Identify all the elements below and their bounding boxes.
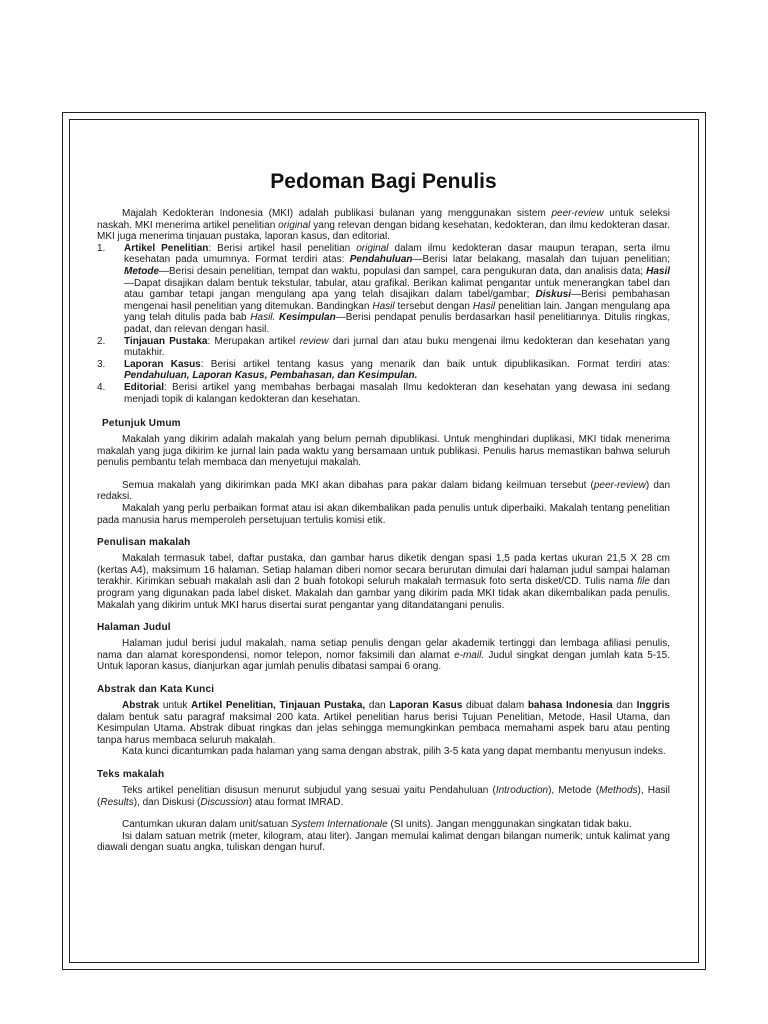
- list-item-tinjauan-pustaka: 2. Tinjauan Pustaka: Merupakan artikel review dari jurnal dan atau buku mengenai ilmu kedokteran dan kesehatan yang mutakhir.: [97, 335, 670, 359]
- heading-abstrak: Abstrak dan Kata Kunci: [97, 684, 215, 695]
- list-item-artikel-penelitian: 1. Artikel Penelitian: Berisi artikel hasil penelitian original dalam ilmu kedokteran dasar maupun terapan, serta ilmu kesehatan pada umumnya. Format terdiri atas: Pendahuluan—Berisi latar belakang, masalah dan tujuan penelitian; Metode—Berisi desain penelitian, tempat dan waktu, populasi dan sampel, cara pengukuran data, dan analisis data; Hasil—Dapat disajikan dalam bentuk tekstular, tabular, atau grafikal. Berikan kalimat pengantar untuk menerangkan tabel dan atau gambar tetapi jangan mengulang apa yang telah disajikan dalam tabel/gambar; Diskusi—Berisi pembahasan mengenai hasil penelitian yang ditemukan. Bandingkan Hasil tersebut dengan Hasil penelitian lain. Jangan mengulang apa yang telah ditulis pada bab Hasil. Kesimpulan—Berisi pendapat penulis berdasarkan hasil penelitiannya. Ditulis ringkas, padat, dan relevan dengan hasil.: [97, 242, 671, 335]
- list-item-editorial: 4. Editorial: Berisi artikel yang membahas berbagai masalah Ilmu kedokteran dan kesehatan yang dewasa ini sedang menjadi topik di kalangan kedokteran dan kesehatan.: [97, 381, 670, 405]
- page-title: Pedoman Bagi Penulis: [270, 170, 497, 193]
- heading-penulisan-makalah: Penulisan makalah: [97, 537, 191, 549]
- list-item-laporan-kasus: 3. Laporan Kasus: Berisi artikel tentang kasus yang menarik dan baik untuk dipublikasikan. Format terdiri atas: Pendahuluan, Laporan Kasus, Pembahasan, dan Kesimpulan.: [97, 358, 670, 382]
- heading-petunjuk-umum: Petunjuk Umum: [102, 418, 181, 430]
- heading-teks-makalah: Teks makalah: [97, 768, 165, 780]
- teks-paragraph-2: Cantumkan ukuran dalam unit/satuan System Internationale (SI units). Jangan menggunakan singkatan tidak baku.: [122, 819, 632, 831]
- intro-paragraph: Majalah Kedokteran Indonesia (MKI) adalah publikasi bulanan yang menggunakan sistem peer-review untuk seleksi naskah. MKI menerima artikel penelitian original yang relevan dengan bidang kesehatan, kedokteran, dan ilmu kedokteran dasar. MKI juga menerima tinjauan pustaka, laporan kasus, dan editorial.: [97, 208, 671, 243]
- teks-paragraph-1: Teks artikel penelitian disusun menurut subjudul yang sesuai yaitu Pendahuluan (Introduction), Metode (Methods), Hasil (Results), dan Diskusi (Discussion) atau format IMRAD.: [97, 784, 670, 808]
- article-types-list: [97, 243, 670, 405]
- halaman-paragraph: Halaman judul berisi judul makalah, nama setiap penulis dengan gelar akademik tertinggi dan lembaga afiliasi penulis, nama dan alamat korespondensi, nomor telepon, nomor faksimili dan alamat e-mail. Judul singkat dengan jumlah kata 5-15. Untuk laporan kasus, dianjurkan agar jumlah penulis dibatasi sampai 6 orang.: [97, 638, 670, 673]
- petunjuk-paragraph-3: Makalah yang perlu perbaikan format atau isi akan dikembalikan pada penulis untuk diperbaiki. Makalah tentang penelitian pada manusia harus memperoleh persetujuan tertulis komisi etik.: [97, 503, 670, 526]
- penulisan-paragraph: Makalah termasuk tabel, daftar pustaka, dan gambar harus diketik dengan spasi 1,5 pada kertas ukuran 21,5 X 28 cm (kertas A4), maksimum 16 halaman. Setiap halaman diberi nomor secara berurutan dimulai dari halaman judul sampai halaman terakhir. Kirimkan sebuah makalah asli dan 2 buah fotokopi seluruh makalah termasuk foto serta disket/CD. Tulis nama file dan program yang digunakan pada label disket. Makalah dan gambar yang dikirim pada MKI tidak akan dikembalikan pada penulis. Makalah yang dikirim untuk MKI harus disertai surat pengantar yang ditandatangani penulis.: [97, 553, 670, 611]
- teks-paragraph-3: Isi dalam satuan metrik (meter, kilogram, atau liter). Jangan memulai kalimat dengan bilangan numerik; untuk kalimat yang diawali dengan suatu angka, tuliskan dengan huruf.: [97, 830, 670, 854]
- petunjuk-paragraph-1: Makalah yang dikirim adalah makalah yang belum pernah dipublikasi. Untuk menghindari duplikasi, MKI tidak menerima makalah yang juga dikirim ke jurnal lain pada waktu yang bersamaan untuk publikasi. Penulis harus memastikan bahwa seluruh penulis pembantu telah membaca dan menyetujui makalah.: [97, 434, 670, 469]
- abstrak-paragraph-2: Kata kunci dicantumkan pada halaman yang sama dengan abstrak, pilih 3-5 kata yang dapat membantu menyusun indeks.: [122, 746, 666, 758]
- document-body: [97, 170, 670, 854]
- abstrak-paragraph-1: Abstrak untuk Artikel Penelitian, Tinjauan Pustaka, dan Laporan Kasus dibuat dalam bahasa Indonesia dan Inggris dalam bentuk satu paragraf maksimal 200 kata. Artikel penelitian harus berisi Tujuan Penelitian, Metode, Hasil Utama, dan Kesimpulan Utama. Abstrak dibuat ringkas dan jelas sehingga memungkinkan pembaca memahami aspek baru atau penting tanpa harus membaca seluruh makalah.: [97, 700, 670, 746]
- heading-halaman-judul: Halaman Judul: [97, 622, 171, 634]
- petunjuk-paragraph-2: Semua makalah yang dikirimkan pada MKI akan dibahas para pakar dalam bidang keilmuan tersebut (peer-review) dan redaksi.: [97, 479, 671, 503]
